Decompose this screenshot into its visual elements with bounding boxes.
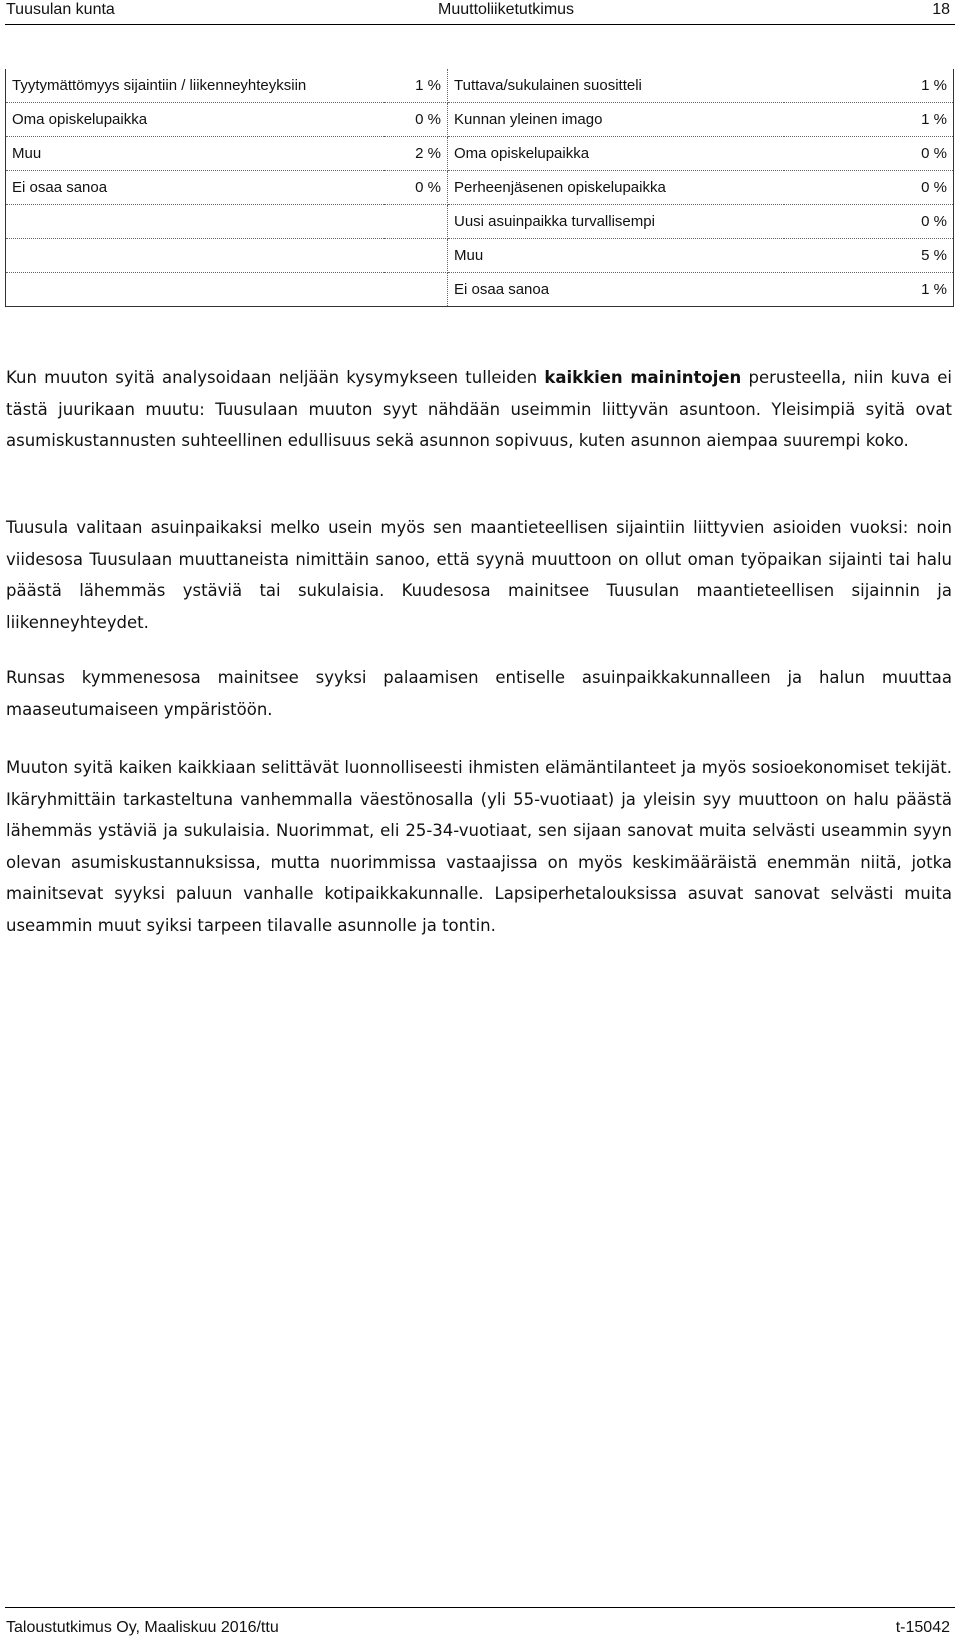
- right-reason-value: 0 %: [784, 205, 954, 239]
- header-divider: [5, 24, 955, 25]
- left-reason-value: 1 %: [384, 69, 448, 103]
- left-reason-value: 2 %: [384, 137, 448, 171]
- paragraph-text: Kun muuton syitä analysoidaan neljään kysymykseen tulleiden: [6, 368, 545, 387]
- footer-divider: [5, 1607, 955, 1608]
- right-reason-value: 0 %: [784, 137, 954, 171]
- table-row: [6, 205, 954, 239]
- right-reason-label: Oma opiskelupaikka: [448, 137, 784, 171]
- right-reason-value: 5 %: [784, 239, 954, 273]
- left-reason-label: [6, 273, 384, 307]
- right-reason-value: 1 %: [784, 103, 954, 137]
- header-organization: Tuusulan kunta: [6, 1, 115, 18]
- right-reason-value: 1 %: [784, 273, 954, 307]
- paragraph-all-mentions: [6, 362, 952, 457]
- left-reason-label: Ei osaa sanoa: [6, 171, 384, 205]
- paragraph-text: perusteella, niin kuva ei tästä juurikaan muutu: Tuusulaan muuton syyt nähdään useimmin liittyvän asuntoon. Yleisimpiä syitä ovat asumiskustannusten suhteellinen edullisuus sekä asunnon sopivuus, kuten asunnon aiempaa suurempi koko.: [6, 368, 952, 450]
- page-header: [6, 0, 950, 22]
- right-reason-label: Muu: [448, 239, 784, 273]
- table-row: [6, 103, 954, 137]
- table-row: [6, 137, 954, 171]
- left-reason-label: Oma opiskelupaikka: [6, 103, 384, 137]
- paragraph-geographic-location: Tuusula valitaan asuinpaikaksi melko usein myös sen maantieteellisen sijaintiin liittyvien asioiden vuoksi: noin viidesosa Tuusulaan muuttaneista nimittäin sanoo, että syynä muuttoon on ollut oman työpaikan sijainti tai halu päästä lähemmäs ystäviä tai sukulaisia. Kuudesosa mainitsee Tuusulan maantieteellisen sijainnin ja liikenneyhteydet.: [6, 518, 952, 632]
- left-reason-label: Muu: [6, 137, 384, 171]
- right-reason-label: Uusi asuinpaikka turvallisempi: [448, 205, 784, 239]
- right-reason-label: Tuttava/sukulainen suositteli: [448, 69, 784, 103]
- right-reason-label: Ei osaa sanoa: [448, 273, 784, 307]
- left-reason-label: Tyytymättömyys sijaintiin / liikenneyhteyksiin: [6, 69, 384, 103]
- left-reason-value: 0 %: [384, 171, 448, 205]
- left-reason-value: [384, 239, 448, 273]
- table-row: [6, 239, 954, 273]
- emphasis-text: kaikkien mainintojen: [544, 368, 742, 387]
- header-document-title: Muuttoliiketutkimus: [438, 1, 575, 18]
- right-reason-value: 1 %: [784, 69, 954, 103]
- table-row: [6, 273, 954, 307]
- footer-reference-code: t-15042: [895, 1619, 950, 1636]
- left-reason-label: [6, 239, 384, 273]
- left-reason-value: [384, 205, 448, 239]
- right-reason-value: 0 %: [784, 171, 954, 205]
- left-reason-label: [6, 205, 384, 239]
- right-reason-label: Perheenjäsenen opiskelupaikka: [448, 171, 784, 205]
- left-reason-value: 0 %: [384, 103, 448, 137]
- paragraph-return-rural: Runsas kymmenesosa mainitsee syyksi palaamisen entiselle asuinpaikkakunnalleen ja halun muuttaa maaseutumaiseen ympäristöön.: [6, 668, 952, 719]
- table-row: [6, 69, 954, 103]
- left-reason-value: [384, 273, 448, 307]
- table-row: [6, 171, 954, 205]
- footer-publisher: Taloustutkimus Oy, Maaliskuu 2016/ttu: [6, 1619, 279, 1636]
- right-reason-label: Kunnan yleinen imago: [448, 103, 784, 137]
- reasons-table: [5, 69, 954, 307]
- paragraph-life-situation: Muuton syitä kaiken kaikkiaan selittävät luonnolliseesti ihmisten elämäntilanteet ja myös sosioekonomiset tekijät. Ikäryhmittäin tarkasteltuna vanhemmalla väestönosalla (yli 55-vuotiaat) ja yleisin syy muuttoon on halu päästä lähemmäs ystäviä ja sukulaisia. Nuorimmat, eli 25-34-vuotiaat, sen sijaan sanovat muita selvästi useammin syyn olevan asumiskustannuksissa, mutta nuorimmissa vastaajissa on myös keskimääräistä enemmän niitä, jotka mainitsevat syyksi paluun vanhalle kotipaikkakunnalle. Lapsiperhetalouksissa asuvat sanovat selvästi muita useammin muut syiksi tarpeen tilavalle asunnolle ja tontin.: [6, 758, 952, 935]
- header-page-number: 18: [932, 1, 950, 18]
